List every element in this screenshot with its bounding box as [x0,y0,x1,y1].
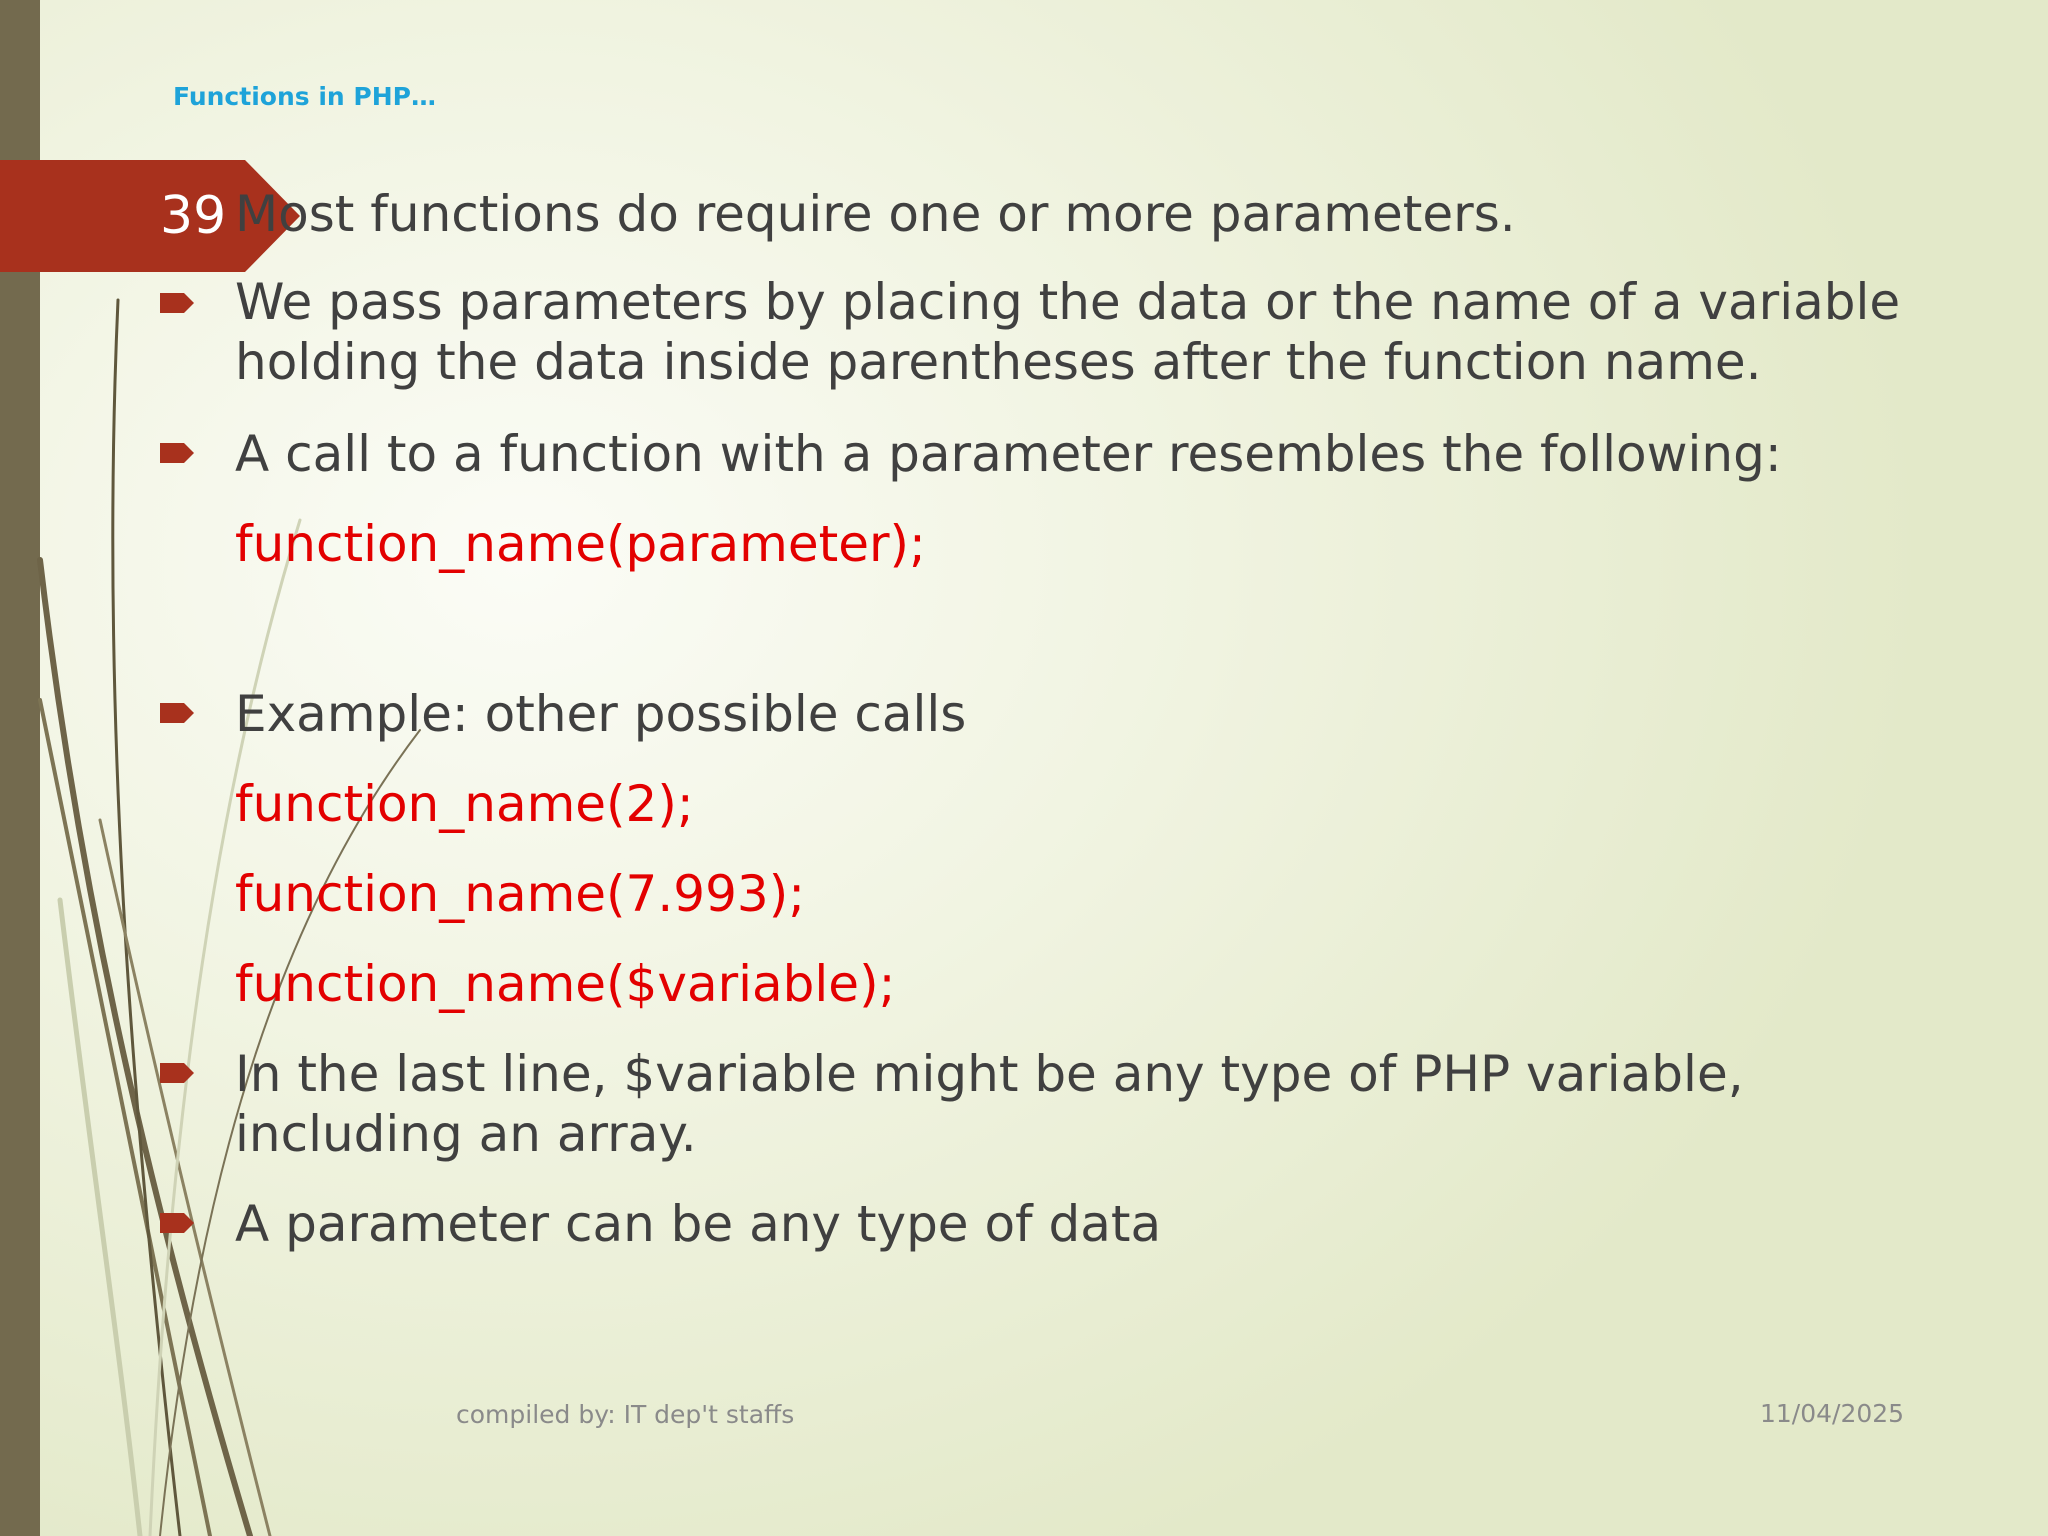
arrow-bullet-icon [158,700,198,726]
footer-date: 11/04/2025 [1760,1399,1905,1428]
intro-text: Most functions do require one or more parameters. [235,185,1516,243]
code-example: function_name(2); [235,775,694,833]
bullet-text: We pass parameters by placing the data or the name of a variable [235,273,1901,331]
slide-title: Functions in PHP… [173,82,436,111]
code-syntax: function_name(parameter); [235,515,926,573]
bullet-text: In the last line, $variable might be any type of PHP variable, [235,1045,1744,1103]
bullet-text: including an array. [235,1105,697,1163]
bullet-text: A parameter can be any type of data [235,1195,1162,1253]
arrow-bullet-icon [158,290,198,316]
arrow-bullet-icon [158,1060,198,1086]
footer-credit: compiled by: IT dep't staffs [456,1400,795,1429]
arrow-bullet-icon [158,440,198,466]
slide-number: 39 [160,186,227,246]
bullet-text: A call to a function with a parameter resembles the following: [235,425,1782,483]
code-example: function_name($variable); [235,955,896,1013]
bullet-text: holding the data inside parentheses after the function name. [235,333,1762,391]
bullet-text: Example: other possible calls [235,685,967,743]
code-example: function_name(7.993); [235,865,806,923]
arrow-bullet-icon [158,1210,198,1236]
